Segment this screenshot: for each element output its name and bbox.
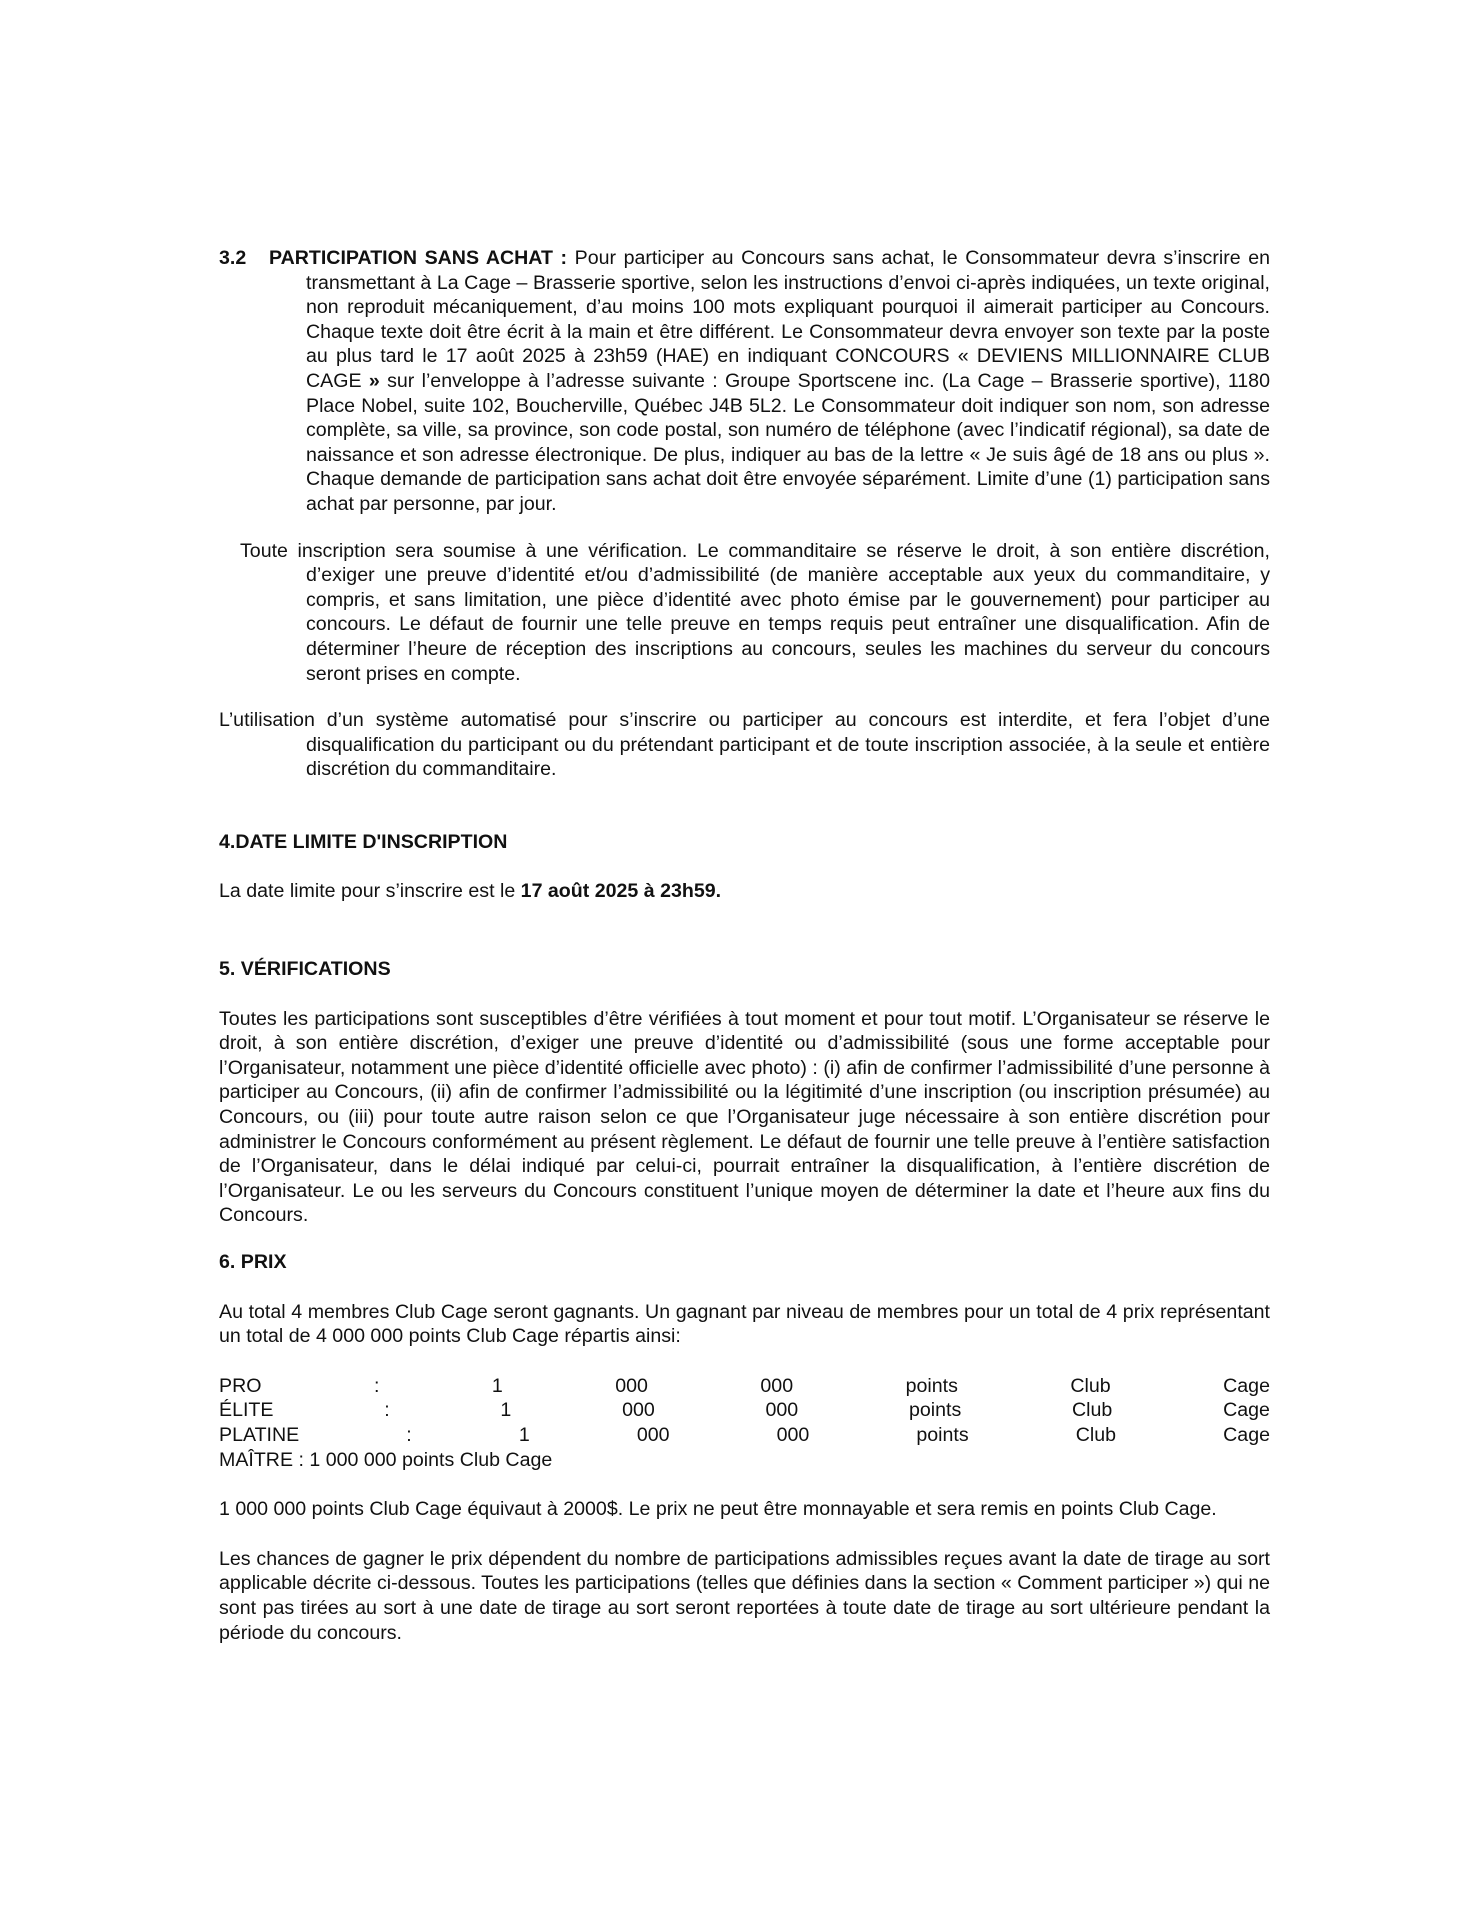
prize-cell: Cage	[1223, 1423, 1270, 1446]
prize-cell: ÉLITE	[219, 1399, 274, 1422]
prize-cell: :	[384, 1399, 390, 1422]
prize-cell: PLATINE	[219, 1423, 300, 1446]
prize-cell: Club	[1075, 1423, 1117, 1446]
prize-cell: 000	[765, 1399, 799, 1422]
prize-row-elite	[219, 1398, 1270, 1423]
prize-intro-paragraph: Au total 4 membres Club Cage seront gagnants. Un gagnant par niveau de membres pour un total de 4 prix représentant un total de 4 000 000 points Club Cage répartis ainsi:	[219, 1300, 1270, 1348]
deadline-text: La date limite pour s’inscrire est le	[219, 880, 516, 903]
verification-paragraph: Toute inscription sera soumise à une vérification. Le commanditaire se réserve le droit, à son entière discrétion, d’exiger une preuve d’identité et/ou d’admissibilité (de manière acceptable aux yeux du commanditaire, y compris, et sans limitation, une pièce d’identité avec photo émise par le gouvernement) pour participer au concours. Le défaut de fournir une telle preuve en temps requis peut entraîner une disqualification. Afin de déterminer l’heure de réception des inscriptions au concours, seules les machines du serveur du concours seront prises en compte.	[240, 539, 1270, 685]
prize-cell: Cage	[1223, 1399, 1270, 1422]
prize-cell: points	[905, 1374, 958, 1397]
section-3-2-text-rest: sur l’enveloppe à l’adresse suivante : Groupe Sportscene inc. (La Cage – Brasserie sportive), 1180 Place Nobel, suite 102, Boucherville, Québec J4B 5L2. Le Consommateur doit indiquer son nom, son adresse complète, sa ville, sa province, son code postal, son numéro de téléphone (avec l’indicatif régional), sa date de naissance et son adresse électronique. De plus, indiquer au bas de la lettre « Je suis âgé de 18 ans ou plus ». Chaque demande de participation sans achat doit être envoyée séparément. Limite d’une (1) participation sans achat par personne, par jour.	[306, 369, 1270, 515]
section-5-heading: 5. VÉRIFICATIONS	[219, 958, 391, 981]
section-3-2-heading: PARTICIPATION SANS ACHAT :	[268, 247, 568, 269]
prize-cell: 000	[615, 1374, 648, 1397]
prize-cell: :	[406, 1423, 412, 1446]
deadline-paragraph	[219, 879, 1270, 904]
chances-paragraph: Les chances de gagner le prix dépendent du nombre de participations admissibles reçues avant la date de tirage au sort applicable décrite ci-dessous. Toutes les participations (telles que définies dans la section « Comment participer ») qui ne sont pas tirées au sort à une date de tirage au sort seront reportées à toute date de tirage au sort ultérieure pendant la période du concours.	[219, 1547, 1270, 1644]
prize-cell: 1	[500, 1399, 512, 1422]
prize-cell: points	[908, 1399, 962, 1422]
section-6-heading: 6. PRIX	[219, 1251, 287, 1273]
prize-cell: 1	[491, 1374, 503, 1397]
section-3-2-text: Pour participer au Concours sans achat, le Consommateur devra s’inscrire en transmettant à La Cage – Brasserie sportive, selon les instructions d’envoi ci-après indiquées, un texte original, non reproduit mécaniquement, d’au moins 100 mots expliquant pourquoi il aimerait participer au Concours. Chaque texte doit être écrit à la main et être différent. Le Consommateur devra envoyer son texte par la poste au plus tard le 17 août 2025 à 23h59 (HAE) en indiquant CONCOURS « DEVIENS MILLIONNAIRE CLUB CAGE	[306, 247, 1271, 392]
prize-cell: Cage	[1223, 1374, 1270, 1397]
prize-cell: points	[916, 1423, 969, 1446]
prize-row-pro	[219, 1374, 1270, 1399]
section-3-2-quote-close: »	[368, 369, 380, 392]
prize-equivalence-paragraph: 1 000 000 points Club Cage équivaut à 2000$. Le prix ne peut être monnayable et sera remis en points Club Cage.	[219, 1498, 1217, 1521]
prize-row-maitre: MAÎTRE : 1 000 000 points Club Cage	[219, 1448, 553, 1471]
prize-cell: 000	[760, 1374, 794, 1397]
prize-cell: 000	[636, 1423, 670, 1446]
prize-row-platine	[219, 1423, 1270, 1448]
verifications-paragraph: Toutes les participations sont susceptibles d’être vérifiées à tout moment et pour tout motif. L’Organisateur se réserve le droit, à son entière discrétion, d’exiger une preuve d’identité ou d’admissibilité (sous une forme acceptable pour l’Organisateur, notamment une pièce d’identité officielle avec photo) : (i) afin de confirmer l’admissibilité d’une personne à participer au Concours, (ii) afin de confirmer l’admissibilité ou la légitimité d’une inscription (ou inscription présumée) au Concours, ou (iii) pour toute autre raison selon ce que l’Organisateur juge nécessaire à son entière discrétion pour administrer le Concours conformément au présent règlement. Le défaut de fournir une telle preuve à l’entière satisfaction de l’Organisateur, dans le délai indiqué par celui-ci, pourrait entraîner la disqualification, à l’entière discrétion de l’Organisateur. Le ou les serveurs du Concours constituent l’unique moyen de déterminer la date et l’heure aux fins du Concours.	[219, 1007, 1270, 1227]
automated-system-paragraph: L’utilisation d’un système automatisé pour s’inscrire ou participer au concours est interdite, et fera l’objet d’une disqualification du participant ou du prétendant participant et de toute inscription associée, à la seule et entière discrétion du commanditaire.	[219, 709, 1270, 781]
prize-cell: Club	[1070, 1374, 1111, 1397]
prize-cell: 000	[776, 1423, 810, 1446]
prize-cell: PRO	[219, 1374, 262, 1397]
section-3-2-number: 3.2	[219, 247, 247, 269]
section-4-heading: 4.DATE LIMITE D'INSCRIPTION	[219, 830, 508, 853]
participation-sans-achat-paragraph	[219, 246, 1270, 517]
prize-cell: 000	[622, 1399, 655, 1422]
prize-list	[219, 1374, 1270, 1472]
deadline-date: 17 août 2025 à 23h59.	[520, 880, 722, 903]
prize-cell: Club	[1072, 1399, 1113, 1422]
prize-cell: :	[373, 1374, 380, 1397]
document-page	[219, 246, 1270, 1645]
prize-cell: 1	[518, 1423, 530, 1446]
